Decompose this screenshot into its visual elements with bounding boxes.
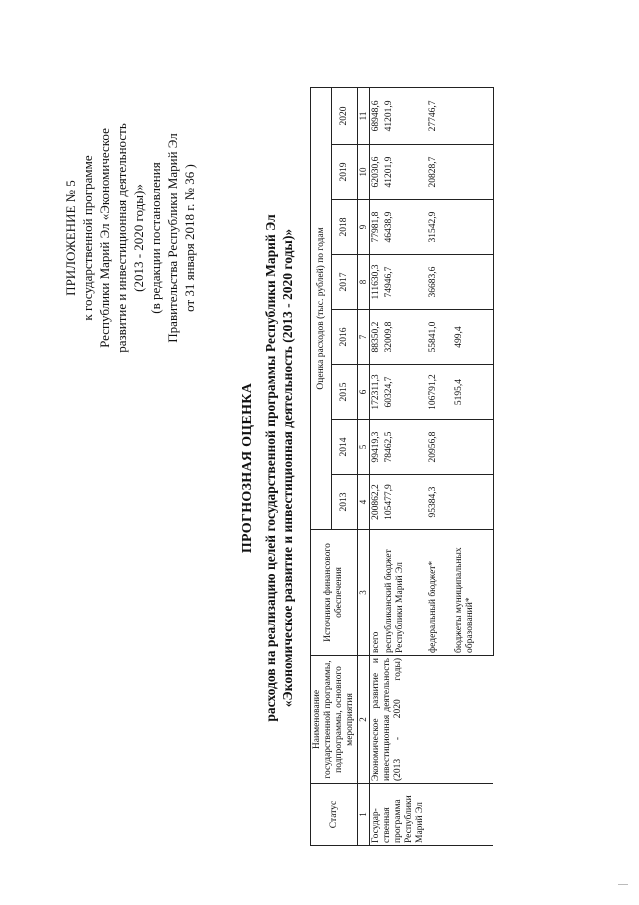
header-year: 2013 [332, 475, 358, 530]
value-cell [453, 420, 493, 475]
value-cell: 95384,3 [427, 475, 453, 530]
appendix-line: (2013 - 2020 годы)» [131, 184, 146, 292]
value-cell: 200862,2 [370, 475, 384, 530]
appendix-line: развитие и инвестиционная деятельность [114, 123, 129, 353]
header-year: 2019 [332, 145, 358, 200]
column-number: 3 [358, 530, 370, 656]
scan-edge-mark [618, 884, 628, 885]
status-cell: Государ-ственная программа Республики Марий Эл [370, 784, 494, 846]
value-cell: 74946,7 [383, 255, 427, 310]
value-cell: 55841,0 [427, 310, 453, 365]
value-cell: 78462,5 [383, 420, 427, 475]
column-number: 8 [358, 255, 370, 310]
header-name: Наименование государственной программы, подпрограммы, основного мероприятия [311, 656, 358, 784]
header-year: 2020 [332, 87, 358, 144]
value-cell: 20956,8 [427, 420, 453, 475]
subtitle-line: расходов на реализацию целей государственной программы Республики Марий Эл [263, 214, 278, 722]
header-year: 2017 [332, 255, 358, 310]
header-estimate: Оценка расходов (тыс. рублей) по годам [311, 87, 332, 529]
value-cell: 32009,8 [383, 310, 427, 365]
value-cell: 27746,7 [427, 87, 453, 144]
value-cell: 60324,7 [383, 365, 427, 420]
value-cell [453, 255, 493, 310]
appendix-line: ПРИЛОЖЕНИЕ № 5 [63, 180, 78, 296]
value-cell: 20828,7 [427, 145, 453, 200]
column-number: 10 [358, 145, 370, 200]
value-cell: 172311,3 [370, 365, 384, 420]
column-number: 6 [358, 365, 370, 420]
document-title: ПРОГНОЗНАЯ ОЦЕНКА [240, 382, 255, 554]
value-cell: 88350,2 [370, 310, 384, 365]
appendix-line: Правительства Республики Марий Эл [165, 133, 180, 343]
column-number: 9 [358, 200, 370, 255]
column-number: 11 [358, 87, 370, 144]
header-year: 2014 [332, 420, 358, 475]
appendix-block [62, 88, 198, 388]
header-year: 2018 [332, 200, 358, 255]
column-number: 2 [358, 656, 370, 784]
value-cell: 46438,9 [383, 200, 427, 255]
source-cell: бюджеты муниципальных образований* [453, 530, 493, 656]
appendix-line: (в редакции постановления [148, 162, 163, 314]
column-number: 1 [358, 784, 370, 846]
value-cell: 99419,3 [370, 420, 384, 475]
value-cell: 36683,6 [427, 255, 453, 310]
subtitle-line: «Экономическое развитие и инвестиционная деятельность (2013 - 2020 годы)» [280, 228, 295, 708]
appendix-line: к государственной программе [80, 155, 95, 321]
value-cell: 68948,6 [370, 87, 384, 144]
value-cell: 5195,4 [453, 365, 493, 420]
rotated-document-page [52, 78, 612, 858]
value-cell: 41201,9 [383, 145, 427, 200]
value-cell [453, 145, 493, 200]
table-row [370, 87, 384, 845]
value-cell: 31542,9 [427, 200, 453, 255]
header-year: 2016 [332, 310, 358, 365]
value-cell: 111630,3 [370, 255, 384, 310]
value-cell [453, 475, 493, 530]
header-year: 2015 [332, 365, 358, 420]
header-source: Источники финансового обеспечения [311, 530, 358, 656]
column-number: 5 [358, 420, 370, 475]
source-cell: федеральный бюджет* [427, 530, 453, 656]
value-cell: 105477,9 [383, 475, 427, 530]
value-cell: 41201,9 [383, 87, 427, 144]
value-cell: 106791,2 [427, 365, 453, 420]
value-cell [453, 200, 493, 255]
appendix-line: от 31 января 2018 г. № 36 ) [182, 164, 197, 312]
document-subtitle [262, 78, 296, 858]
column-number: 7 [358, 310, 370, 365]
value-cell [453, 87, 493, 144]
budget-estimate-table [310, 87, 494, 846]
source-cell: республиканский бюджет Республики Марий Эл [383, 530, 427, 656]
value-cell: 77981,8 [370, 200, 384, 255]
program-name-cell: Экономическое развитие и инвестиционная деятельность (2013 - 2020 годы) [370, 656, 494, 784]
appendix-line: Республики Марий Эл «Экономическое [97, 128, 112, 348]
source-cell: всего [370, 530, 384, 656]
value-cell: 499,4 [453, 310, 493, 365]
column-number: 4 [358, 475, 370, 530]
header-status: Статус [311, 784, 358, 846]
value-cell: 62030,6 [370, 145, 384, 200]
